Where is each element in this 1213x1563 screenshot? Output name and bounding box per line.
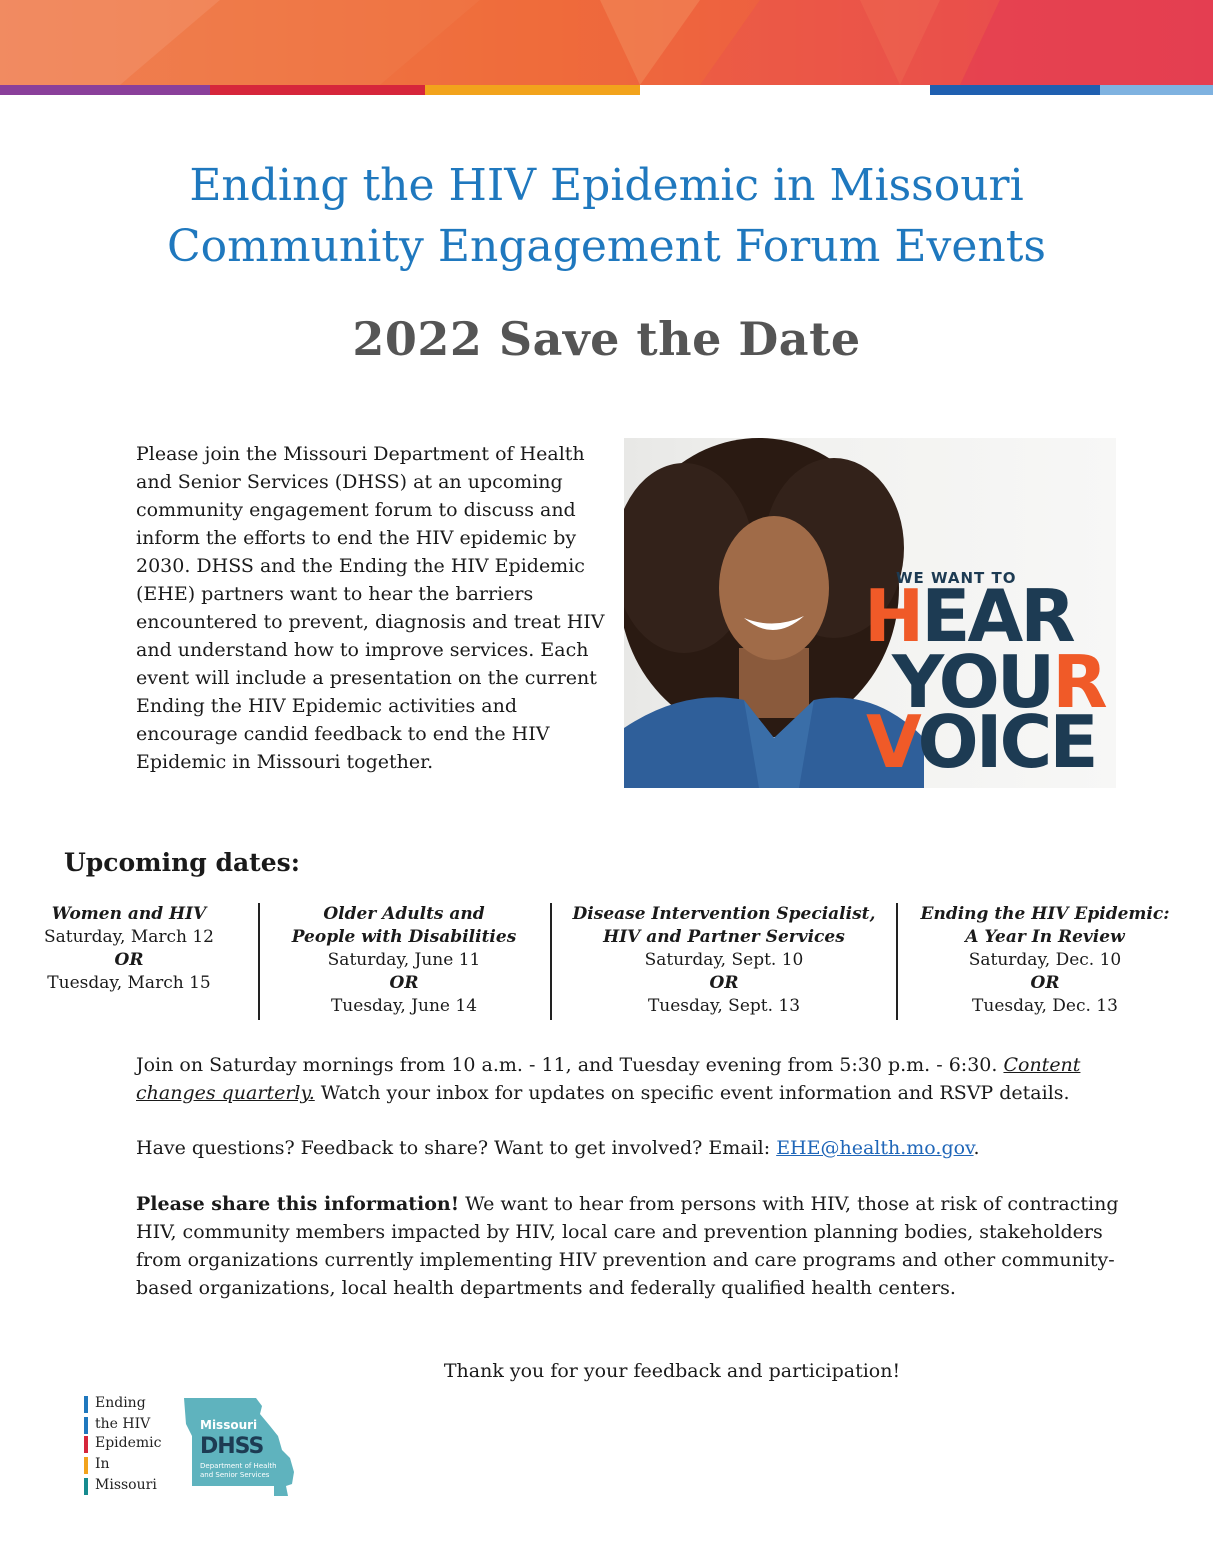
ehe-logo-line xyxy=(84,1434,184,1455)
dhss-logo-missouri: Missouri xyxy=(200,1418,258,1432)
hear-voice-letter: R xyxy=(1052,640,1105,724)
thank-you-text: Thank you for your feedback and participation! xyxy=(443,1360,901,1382)
event-divider xyxy=(896,903,898,1020)
hear-voice-word-3 xyxy=(866,700,1096,784)
intro-paragraph: Please join the Missouri Department of Health and Senior Services (DHSS) at an upcoming community engagement forum to discuss and inform the efforts to end the HIV epidemic by 2030. DHSS and the Ending the HIV Epidemic (EHE) partners want to hear the barriers encountered to prevent, diagnosis and treat HIV and understand how to improve services. Each event will include a presentation on the current Ending the HIV Epidemic activities and encourage candid feedback to end the HIV Epidemic in Missouri together. xyxy=(136,443,605,773)
schedule-paragraph xyxy=(136,1051,1136,1107)
dhss-logo-main: DHSS xyxy=(200,1434,264,1459)
content-changes-note: Content changes quarterly. xyxy=(136,1054,1081,1104)
ehe-logo-text: Epidemic xyxy=(95,1435,162,1451)
event-date-saturday: Saturday, March 12 xyxy=(43,927,215,947)
hear-voice-letter: O xyxy=(917,700,976,784)
event-year-in-review xyxy=(902,903,1188,1018)
ehe-logo-line xyxy=(84,1455,184,1476)
event-older-adults xyxy=(262,903,546,1018)
event-divider xyxy=(550,903,552,1020)
dhss-logo-subtitle: and Senior Services xyxy=(200,1471,270,1479)
ehe-logo-text: Ending xyxy=(95,1395,146,1411)
share-paragraph xyxy=(136,1190,1136,1302)
event-or: OR xyxy=(709,973,739,993)
event-date-tuesday: Tuesday, Sept. 13 xyxy=(647,996,801,1016)
ehe-logo-text: the HIV xyxy=(95,1416,151,1432)
event-or: OR xyxy=(1030,973,1060,993)
event-women-and-hiv xyxy=(28,903,230,995)
hear-voice-tagline: WE WANT TO xyxy=(896,569,1017,587)
hear-your-voice-image xyxy=(624,438,1116,788)
ehe-logo-line xyxy=(84,1415,184,1434)
save-the-date-heading: 2022 Save the Date xyxy=(352,312,861,366)
hear-voice-letter: R xyxy=(1020,574,1073,658)
questions-paragraph xyxy=(136,1134,1136,1162)
event-date-saturday: Saturday, Dec. 10 xyxy=(968,950,1122,970)
share-heading: Please share this information! xyxy=(136,1193,460,1215)
event-date-tuesday: Tuesday, March 15 xyxy=(47,973,211,993)
title-line-1: Ending the HIV Epidemic in Missouri xyxy=(189,160,1024,211)
email-link[interactable]: EHE@health.mo.gov xyxy=(776,1137,974,1159)
ehe-logo-text: Missouri xyxy=(95,1477,157,1493)
upcoming-dates-heading: Upcoming dates: xyxy=(64,848,300,877)
event-title-line-2: A Year In Review xyxy=(965,927,1125,947)
hear-voice-letter: I xyxy=(975,700,1000,784)
event-date-tuesday: Tuesday, June 14 xyxy=(330,996,478,1016)
hear-voice-letter: U xyxy=(996,640,1053,724)
hear-voice-letter: Y xyxy=(892,640,939,724)
questions-end: . xyxy=(973,1137,980,1159)
event-disease-intervention xyxy=(556,903,892,1018)
hear-voice-letter: A xyxy=(967,574,1021,658)
event-date-saturday: Saturday, Sept. 10 xyxy=(644,950,804,970)
event-title-line-2: People with Disabilities xyxy=(291,927,517,947)
event-date-tuesday: Tuesday, Dec. 13 xyxy=(972,996,1118,1016)
hear-voice-letter: H xyxy=(864,574,922,658)
dhss-logo-subtitle: Department of Health xyxy=(200,1462,277,1470)
share-text: We want to hear from persons with HIV, those at risk of contracting HIV, community members impacted by HIV, local care and prevention planning bodies, stakeholders from organizations currently implementing HIV prevention and care programs and other community-based organizations, local health departments and federally qualified health centers. xyxy=(136,1193,1119,1299)
hear-voice-letter: V xyxy=(866,700,918,784)
hear-voice-letter: E xyxy=(921,574,968,658)
questions-text: Have questions? Feedback to share? Want to get involved? Email: xyxy=(136,1137,777,1159)
event-or: OR xyxy=(114,950,144,970)
title-line-2: Community Engagement Forum Events xyxy=(166,221,1046,272)
events-row xyxy=(0,903,1213,1023)
event-date-saturday: Saturday, June 11 xyxy=(327,950,481,970)
ehe-missouri-logo xyxy=(84,1394,184,1494)
ehe-logo-line xyxy=(84,1394,184,1415)
schedule-tail: Watch your inbox for updates on specific event information and RSVP details. xyxy=(314,1082,1070,1104)
event-or: OR xyxy=(389,973,419,993)
ehe-logo-line xyxy=(84,1476,184,1497)
color-stripe xyxy=(0,85,1213,95)
banner-facets xyxy=(0,0,1213,85)
schedule-text: Join on Saturday mornings from 10 a.m. - 11, and Tuesday evening from 5:30 p.m. - 6:30. xyxy=(136,1054,1004,1076)
event-title: Ending the HIV Epidemic: xyxy=(920,904,1170,924)
missouri-dhss-logo xyxy=(182,1396,306,1500)
hear-voice-letter: C xyxy=(999,700,1050,784)
hear-voice-letter: O xyxy=(938,640,997,724)
event-title: Disease Intervention Specialist, xyxy=(572,904,876,924)
ehe-logo-text: In xyxy=(95,1456,110,1472)
hear-voice-letter: E xyxy=(1049,700,1096,784)
event-divider xyxy=(258,903,260,1020)
event-title-line-2: HIV and Partner Services xyxy=(603,927,845,947)
event-title: Women and HIV xyxy=(51,904,207,924)
event-title: Older Adults and xyxy=(323,904,485,924)
header-banner xyxy=(0,0,1213,85)
